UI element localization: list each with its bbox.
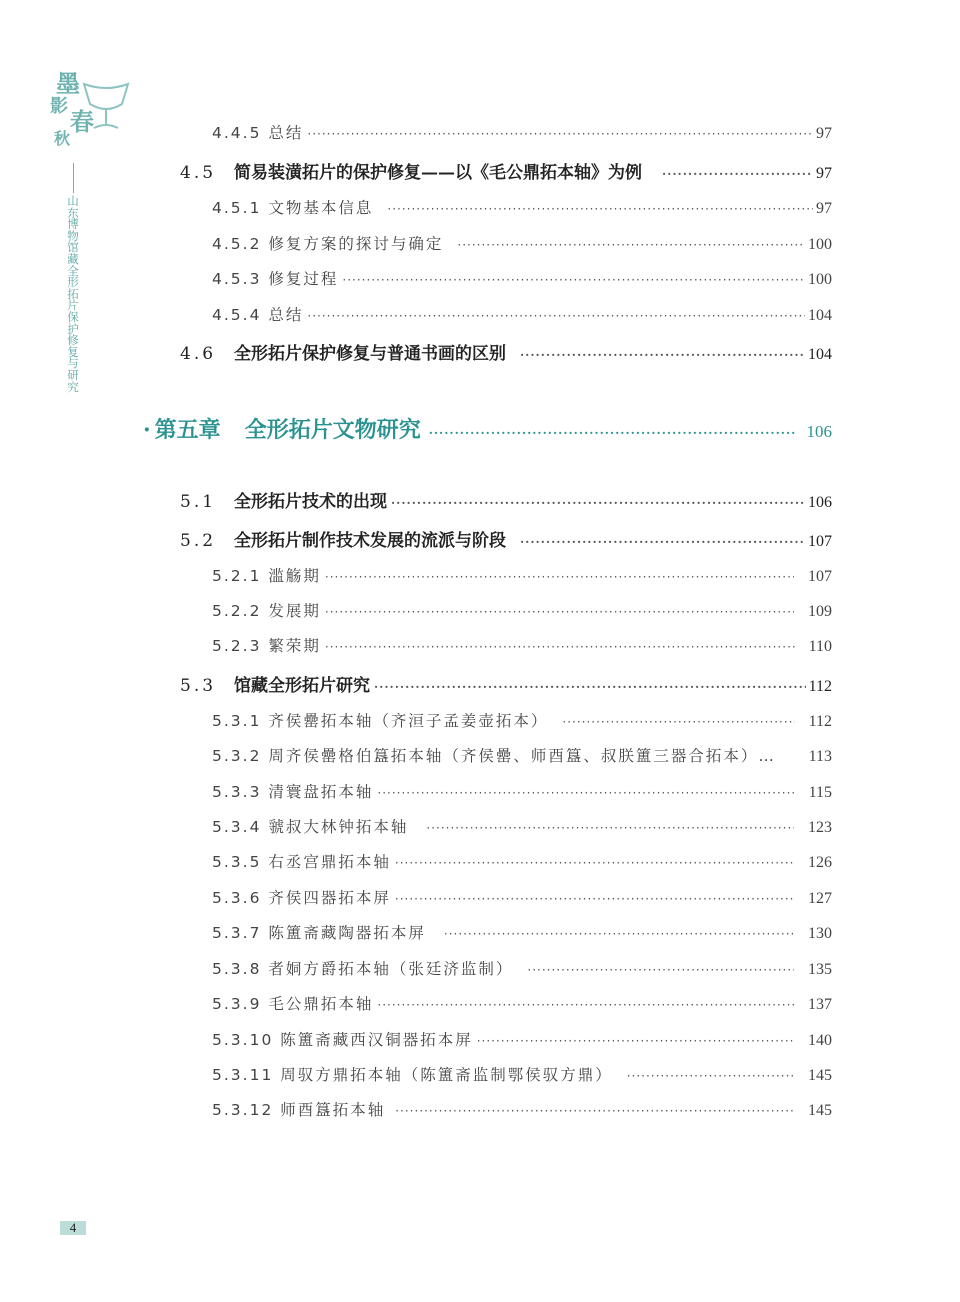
toc-label: 5.3.12 师酉簋拓本轴 — [212, 1101, 386, 1119]
toc-entry[interactable] — [212, 992, 832, 1014]
toc-page: 123 — [808, 819, 832, 836]
toc-label: 4.5.3 修复过程 — [212, 270, 339, 288]
dot-leader — [627, 1069, 794, 1083]
toc-label: 4.5.2 修复方案的探讨与确定 — [212, 235, 444, 253]
toc-entry[interactable] — [212, 957, 832, 979]
toc-page: 106 — [808, 494, 832, 511]
toc-page: 100 — [808, 236, 832, 253]
toc-page: 110 — [808, 638, 832, 655]
toc-entry[interactable] — [212, 232, 832, 254]
toc-number: 5.1 — [180, 492, 217, 512]
dot-leader — [444, 927, 794, 941]
dot-leader — [342, 273, 805, 287]
toc-entry[interactable] — [212, 267, 832, 289]
toc-label: 5.2.2 发展期 — [212, 602, 321, 620]
toc-page: 130 — [808, 925, 832, 942]
toc-entry[interactable] — [212, 709, 832, 731]
dot-leader — [387, 202, 813, 216]
brand-glyph-4: 秋 — [54, 129, 71, 148]
toc-entry[interactable] — [212, 850, 832, 872]
toc-label: 全形拓片文物研究 — [244, 417, 421, 443]
toc-entry[interactable] — [180, 487, 832, 512]
toc-page: 126 — [808, 854, 832, 871]
brand-glyph-2: 影 — [50, 96, 68, 117]
sidebar-divider — [73, 163, 74, 193]
toc-entry[interactable] — [212, 815, 832, 837]
toc-entry[interactable] — [212, 744, 832, 766]
dot-leader — [377, 786, 794, 800]
dot-leader — [395, 856, 794, 870]
page-number: 4 — [60, 1221, 86, 1235]
dot-leader — [662, 167, 813, 181]
toc-label: 4.5.4 总结 — [212, 306, 304, 324]
toc-label: 5.2.1 滥觞期 — [212, 567, 321, 585]
chapter-bullet: · — [143, 417, 151, 443]
dot-leader — [325, 605, 794, 619]
toc-number: 4.5 — [180, 163, 217, 183]
toc-entry[interactable] — [212, 1098, 832, 1120]
toc-entry[interactable] — [212, 1028, 832, 1050]
dot-leader — [395, 892, 794, 906]
toc-entry[interactable] — [180, 671, 832, 696]
toc-label: 5.3.7 陈簠斋藏陶器拓本屏 — [212, 924, 426, 942]
brand-glyph-3: 春 — [70, 107, 94, 136]
sidebar-vertical-title: 山东博物馆藏全形拓片保护修复与研究 — [67, 194, 79, 394]
toc-page: 145 — [808, 1102, 832, 1119]
toc-label: 全形拓片制作技术发展的流派与阶段 — [234, 531, 506, 551]
toc-label: 5.3.5 右丞宫鼎拓本轴 — [212, 853, 391, 871]
toc-label: 全形拓片技术的出现 — [234, 492, 387, 512]
toc-page: 137 — [808, 996, 832, 1013]
toc-page: 100 — [808, 271, 832, 288]
toc-page: 127 — [808, 890, 832, 907]
toc-label: 馆藏全形拓片研究 — [234, 676, 370, 696]
dot-leader — [391, 496, 805, 510]
toc-page: 104 — [808, 346, 832, 363]
toc-entry[interactable] — [212, 780, 832, 802]
dot-leader — [520, 348, 805, 362]
toc-entry[interactable] — [212, 196, 832, 218]
toc-label: 简易装潢拓片的保护修复——以《毛公鼎拓本轴》为例 — [234, 163, 642, 183]
toc-page: 97 — [816, 200, 832, 217]
dot-leader — [307, 309, 805, 323]
toc-page: 112 — [808, 713, 832, 730]
toc-page: 106 — [806, 422, 832, 441]
toc-label: 5.3.11 周驭方鼎拓本轴（陈簠斋监制鄂侯驭方鼎） — [212, 1066, 613, 1084]
toc-entry[interactable] — [212, 921, 832, 943]
toc-page: 104 — [808, 307, 832, 324]
dot-leader — [527, 963, 794, 977]
toc-chapter-entry[interactable] — [143, 413, 832, 444]
toc-entry[interactable] — [212, 1063, 832, 1085]
toc-number: 5.2 — [180, 531, 217, 551]
toc-entry[interactable] — [212, 886, 832, 908]
toc-page: 107 — [808, 533, 832, 550]
toc-page: 112 — [808, 678, 832, 695]
toc-label: 5.3.3 清寰盘拓本轴 — [212, 783, 374, 801]
toc-entry[interactable] — [180, 158, 832, 183]
toc-label: 5.2.3 繁荣期 — [212, 637, 321, 655]
toc-page: 113 — [808, 748, 832, 765]
toc-label: 5.3.6 齐侯四器拓本屏 — [212, 889, 391, 907]
brand-logo — [48, 64, 108, 154]
toc-number: 第五章 — [154, 417, 221, 443]
toc-entry[interactable] — [180, 339, 832, 364]
toc-entry[interactable] — [212, 634, 832, 656]
toc-entry[interactable] — [212, 303, 832, 325]
toc-entry[interactable] — [212, 121, 832, 143]
dot-leader — [307, 127, 813, 141]
toc-label: 5.3.9 毛公鼎拓本轴 — [212, 995, 374, 1013]
dot-leader — [325, 640, 795, 654]
toc-label: 5.3.1 齐侯罍拓本轴（齐洹子孟姜壶拓本） — [212, 712, 549, 730]
toc-page: 97 — [816, 125, 832, 142]
dot-leader — [457, 238, 805, 252]
toc-label: 5.3.2 周齐侯罍格伯簋拓本轴（齐侯罍、师酉簋、叔朕簠三器合拓本）… — [212, 747, 776, 765]
dot-leader — [325, 570, 794, 584]
toc-entry[interactable] — [180, 526, 832, 551]
toc-label: 5.3.8 者姛方爵拓本轴（张廷济监制） — [212, 960, 514, 978]
dot-leader — [377, 998, 794, 1012]
dot-leader — [429, 426, 795, 440]
toc-page: 109 — [808, 603, 832, 620]
toc-page: 135 — [808, 961, 832, 978]
toc-label: 4.4.5 总结 — [212, 124, 304, 142]
toc-page: 107 — [808, 568, 832, 585]
toc-page: 140 — [808, 1032, 832, 1049]
brand-glyph-1: 墨 — [56, 69, 80, 98]
dot-leader — [374, 680, 806, 694]
toc-entry[interactable] — [212, 599, 832, 621]
toc-page: 97 — [816, 165, 832, 182]
toc-label: 全形拓片保护修复与普通书画的区别 — [234, 344, 506, 364]
dot-leader — [520, 535, 805, 549]
toc-page: 115 — [808, 784, 832, 801]
toc-label: 5.3.4 虢叔大林钟拓本轴 — [212, 818, 409, 836]
dot-leader — [562, 715, 794, 729]
dot-leader — [395, 1104, 794, 1118]
toc-page: 145 — [808, 1067, 832, 1084]
toc-number: 5.3 — [180, 676, 217, 696]
dot-leader — [426, 821, 794, 835]
toc-number: 4.6 — [180, 344, 217, 364]
toc-label: 4.5.1 文物基本信息 — [212, 199, 374, 217]
dot-leader — [477, 1034, 794, 1048]
toc-label: 5.3.10 陈簠斋藏西汉铜器拓本屏 — [212, 1031, 473, 1049]
toc-entry[interactable] — [212, 564, 832, 586]
